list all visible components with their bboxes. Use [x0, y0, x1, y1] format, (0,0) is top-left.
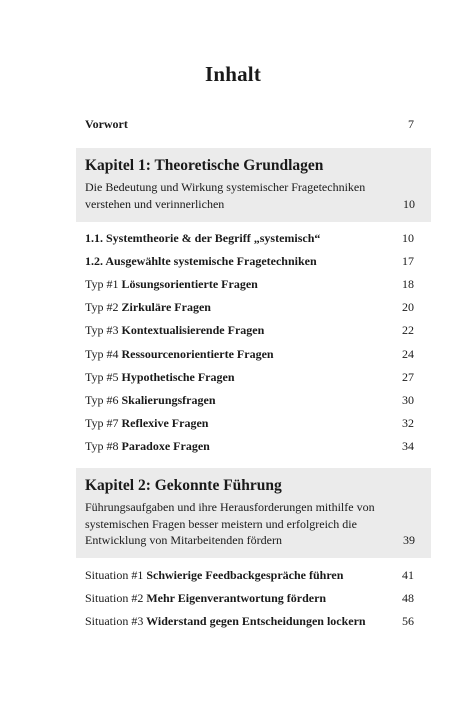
toc-page-number: 18 [402, 277, 414, 291]
toc-entry[interactable] [85, 299, 414, 315]
toc-entry-prefix: Typ #3 [85, 323, 119, 337]
toc-entry[interactable] [85, 230, 414, 246]
toc-entry-prefix: Situation #1 [85, 568, 144, 582]
toc-entry[interactable] [85, 392, 414, 408]
toc-entry[interactable] [85, 438, 414, 454]
toc-entry[interactable] [85, 415, 414, 431]
page-title: Inhalt [204, 62, 262, 86]
toc-entry-foreword[interactable] [85, 116, 414, 132]
chapter-description: Die Bedeutung und Wirkung systemischer Fragetechniken verstehen und verinnerlichen [85, 180, 366, 211]
toc-entry-title: Hypothetische Fragen [121, 370, 235, 384]
chapter-title: Kapitel 1: Theoretische Grundlagen [85, 157, 324, 174]
toc-page-number: 17 [402, 254, 414, 268]
toc-entry[interactable] [85, 613, 414, 629]
toc-page-number: 39 [403, 533, 415, 547]
toc-page-number: 34 [402, 439, 414, 453]
toc-entry-title: Schwierige Feedbackgespräche führen [146, 568, 344, 582]
toc-entry[interactable] [85, 369, 414, 385]
toc-entry-prefix: Typ #7 [85, 416, 119, 430]
toc-entry-prefix: Situation #2 [85, 591, 144, 605]
toc-entry-title: Skalierungsfragen [121, 393, 216, 407]
toc-entry-title: Ressourcenorientierte Fragen [121, 347, 274, 361]
toc-entry-title: Zirkuläre Fragen [121, 300, 211, 314]
toc-entry-prefix: Typ #2 [85, 300, 119, 314]
toc-entry-prefix: Typ #6 [85, 393, 119, 407]
toc-entry[interactable] [85, 567, 414, 583]
toc-page-number: 22 [402, 323, 414, 337]
toc-entry-prefix: Typ #5 [85, 370, 119, 384]
toc-entry[interactable] [85, 346, 414, 362]
toc-entry-title: Vorwort [85, 117, 128, 131]
toc-entry-prefix: Typ #8 [85, 439, 119, 453]
toc-entry-title: Paradoxe Fragen [121, 439, 210, 453]
toc-entry[interactable] [85, 590, 414, 606]
toc-page-number: 7 [408, 117, 414, 131]
toc-entry-title: Reflexive Fragen [121, 416, 209, 430]
toc-entry-title: 1.2. Ausgewählte systemische Fragetechniken [85, 254, 317, 268]
toc-entry-prefix: Situation #3 [85, 614, 144, 628]
toc-page-number: 24 [402, 347, 414, 361]
toc-page-number: 32 [402, 416, 414, 430]
toc-entry[interactable] [85, 253, 414, 269]
toc-entry-prefix: Typ #4 [85, 347, 119, 361]
toc-entry[interactable] [85, 322, 414, 338]
toc-entry-prefix: Typ #1 [85, 277, 119, 291]
toc-entry-title: Kontextualisierende Fragen [121, 323, 265, 337]
toc-page-number: 41 [402, 568, 414, 582]
toc-entry-title: Mehr Eigenverantwortung fördern [146, 591, 327, 605]
chapter-description: Führungsaufgaben und ihre Herausforderungen mithilfe von systemischen Fragen besser meistern und erfolgreich die Entwicklung von Mitarbeitenden fördern [85, 500, 375, 547]
toc-entry-title: Lösungsorientierte Fragen [121, 277, 258, 291]
toc-page-number: 27 [402, 370, 414, 384]
chapter-2-block[interactable] [76, 468, 431, 558]
toc-entry-title: Widerstand gegen Entscheidungen lockern [146, 614, 366, 628]
toc-page-number: 20 [402, 300, 414, 314]
toc-page-number: 10 [402, 231, 414, 245]
chapter-title: Kapitel 2: Gekonnte Führung [85, 477, 282, 494]
toc-page-number: 10 [403, 196, 415, 211]
toc-page-number: 56 [402, 614, 414, 628]
chapter-1-block[interactable] [76, 148, 431, 222]
toc-page-number: 48 [402, 591, 414, 605]
toc-entry-title: 1.1. Systemtheorie & der Begriff „systemisch“ [85, 231, 321, 245]
toc-entry[interactable] [85, 276, 414, 292]
toc-page-number: 30 [402, 393, 414, 407]
